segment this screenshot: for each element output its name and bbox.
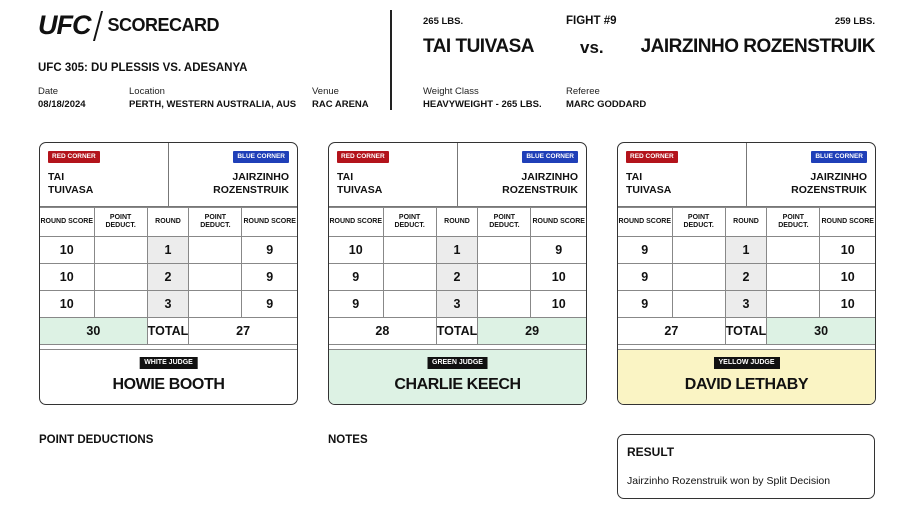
- header-round-score: ROUND SCORE: [531, 208, 586, 237]
- header-round-score: ROUND SCORE: [329, 208, 383, 237]
- judge-name: CHARLIE KEECH: [394, 376, 521, 393]
- judge-badge: WHITE JUDGE: [139, 357, 198, 369]
- notes-title: NOTES: [328, 434, 368, 446]
- blue-round-score: 10: [820, 264, 875, 291]
- header-point-deduct: POINT DEDUCT.: [767, 208, 820, 237]
- red-round-score: 9: [329, 264, 383, 291]
- round-number: 3: [436, 291, 478, 318]
- location-value: PERTH, WESTERN AUSTRALIA, AUS: [129, 99, 297, 110]
- total-label: TOTAL: [147, 318, 189, 345]
- red-corner-name: [626, 171, 671, 197]
- versus-text: vs.: [580, 38, 604, 57]
- red-first-name: TAI: [337, 171, 354, 183]
- corner-header: [618, 143, 875, 207]
- blue-round-score: 10: [531, 291, 586, 318]
- red-point-deduct: [672, 264, 725, 291]
- red-corner-badge: RED CORNER: [48, 151, 100, 163]
- red-round-score: 9: [329, 291, 383, 318]
- blue-last-name: ROZENSTRUIK: [502, 184, 578, 196]
- blue-point-deduct: [189, 291, 242, 318]
- red-point-deduct: [383, 264, 436, 291]
- blue-round-score: 9: [242, 264, 297, 291]
- total-row: [40, 318, 297, 345]
- blue-total: 30: [767, 318, 875, 345]
- table-row: [329, 291, 586, 318]
- red-point-deduct: [672, 237, 725, 264]
- result-box: [617, 434, 875, 499]
- corner-header: [40, 143, 297, 207]
- blue-point-deduct: [478, 237, 531, 264]
- header-point-deduct: POINT DEDUCT.: [478, 208, 531, 237]
- table-row: [329, 237, 586, 264]
- blue-point-deduct: [478, 291, 531, 318]
- blue-point-deduct: [189, 264, 242, 291]
- round-number: 1: [725, 237, 767, 264]
- blue-total: 29: [478, 318, 586, 345]
- header-divider: [390, 10, 392, 110]
- result-title: RESULT: [627, 445, 675, 459]
- round-number: 3: [725, 291, 767, 318]
- blue-corner-badge: BLUE CORNER: [233, 151, 289, 163]
- red-fighter-name: TAI TUIVASA: [423, 36, 534, 57]
- judge-name: DAVID LETHABY: [684, 376, 809, 393]
- round-number: 2: [436, 264, 478, 291]
- red-corner-badge: RED CORNER: [626, 151, 678, 163]
- blue-point-deduct: [767, 237, 820, 264]
- point-deductions-title: POINT DEDUCTIONS: [39, 434, 154, 446]
- table-row: [40, 291, 297, 318]
- red-round-score: 9: [618, 264, 672, 291]
- header-point-deduct: POINT DEDUCT.: [383, 208, 436, 237]
- total-row: [618, 318, 875, 345]
- event-name: UFC 305: DU PLESSIS VS. ADESANYA: [38, 62, 248, 74]
- red-point-deduct: [94, 237, 147, 264]
- blue-corner-badge: BLUE CORNER: [811, 151, 867, 163]
- red-last-name: TUIVASA: [626, 184, 672, 196]
- header-point-deduct: POINT DEDUCT.: [94, 208, 147, 237]
- red-point-deduct: [672, 291, 725, 318]
- round-number: 1: [147, 237, 189, 264]
- blue-last-name: ROZENSTRUIK: [213, 184, 289, 196]
- ufc-logo: [38, 10, 219, 41]
- red-point-deduct: [383, 237, 436, 264]
- corner-divider: [168, 143, 169, 207]
- blue-first-name: JAIRZINHO: [232, 171, 289, 183]
- date-value: 08/18/2024: [38, 99, 86, 110]
- blue-round-score: 10: [820, 237, 875, 264]
- score-table: [618, 207, 875, 345]
- red-round-score: 10: [40, 237, 94, 264]
- judge-area: [40, 349, 297, 405]
- blue-corner-badge: BLUE CORNER: [522, 151, 578, 163]
- blue-round-score: 10: [531, 264, 586, 291]
- red-corner-name: [48, 171, 93, 197]
- blue-point-deduct: [767, 264, 820, 291]
- total-label: TOTAL: [436, 318, 478, 345]
- referee-label: Referee: [566, 86, 600, 97]
- table-row: [618, 291, 875, 318]
- judge-badge: YELLOW JUDGE: [713, 357, 779, 369]
- blue-first-name: JAIRZINHO: [521, 171, 578, 183]
- total-label: TOTAL: [725, 318, 767, 345]
- referee-value: MARC GODDARD: [566, 99, 647, 110]
- table-row: [618, 264, 875, 291]
- red-total: 30: [40, 318, 147, 345]
- red-round-score: 9: [618, 291, 672, 318]
- score-table: [329, 207, 586, 345]
- blue-total: 27: [189, 318, 297, 345]
- logo-divider: [92, 11, 102, 41]
- result-text: Jairzinho Rozenstruik won by Split Decision: [627, 475, 831, 487]
- table-header: [618, 208, 875, 237]
- blue-corner-name: [213, 171, 289, 197]
- header-round-score: ROUND SCORE: [820, 208, 875, 237]
- blue-fighter-name: JAIRZINHO ROZENSTRUIK: [640, 36, 875, 57]
- blue-first-name: JAIRZINHO: [810, 171, 867, 183]
- table-row: [618, 237, 875, 264]
- red-point-deduct: [383, 291, 436, 318]
- table-header: [329, 208, 586, 237]
- red-first-name: TAI: [48, 171, 65, 183]
- table-row: [40, 264, 297, 291]
- header-round: ROUND: [436, 208, 478, 237]
- red-last-name: TUIVASA: [337, 184, 383, 196]
- header-round: ROUND: [725, 208, 767, 237]
- table-header: [40, 208, 297, 237]
- total-row: [329, 318, 586, 345]
- page-title: SCORECARD: [107, 15, 220, 35]
- venue-label: Venue: [312, 86, 339, 97]
- red-point-deduct: [94, 264, 147, 291]
- corner-divider: [457, 143, 458, 207]
- fight-number: FIGHT #9: [566, 15, 617, 27]
- judge-card-green: [328, 142, 587, 405]
- weight-class-value: HEAVYWEIGHT - 265 LBS.: [423, 99, 542, 110]
- table-row: [40, 237, 297, 264]
- red-first-name: TAI: [626, 171, 643, 183]
- header-round: ROUND: [147, 208, 189, 237]
- header-round-score: ROUND SCORE: [242, 208, 297, 237]
- round-number: 3: [147, 291, 189, 318]
- red-corner-badge: RED CORNER: [337, 151, 389, 163]
- header-round-score: ROUND SCORE: [40, 208, 94, 237]
- red-weight: 265 LBS.: [423, 16, 464, 27]
- blue-round-score: 9: [242, 237, 297, 264]
- header-point-deduct: POINT DEDUCT.: [672, 208, 725, 237]
- judge-card-white: [39, 142, 298, 405]
- location-label: Location: [129, 86, 165, 97]
- blue-point-deduct: [189, 237, 242, 264]
- red-total: 27: [618, 318, 725, 345]
- blue-point-deduct: [478, 264, 531, 291]
- date-label: Date: [38, 86, 59, 97]
- red-round-score: 9: [618, 237, 672, 264]
- red-corner-name: [337, 171, 382, 197]
- red-round-score: 10: [40, 291, 94, 318]
- judge-area: [618, 349, 875, 405]
- logo-text: UFC: [38, 10, 91, 40]
- round-number: 2: [147, 264, 189, 291]
- red-total: 28: [329, 318, 436, 345]
- judge-name: HOWIE BOOTH: [112, 376, 225, 393]
- red-last-name: TUIVASA: [48, 184, 94, 196]
- blue-corner-name: [791, 171, 867, 197]
- corner-header: [329, 143, 586, 207]
- blue-round-score: 10: [820, 291, 875, 318]
- corner-divider: [746, 143, 747, 207]
- blue-last-name: ROZENSTRUIK: [791, 184, 867, 196]
- red-point-deduct: [94, 291, 147, 318]
- table-row: [329, 264, 586, 291]
- header-point-deduct: POINT DEDUCT.: [189, 208, 242, 237]
- weight-class-label: Weight Class: [423, 86, 479, 97]
- blue-weight: 259 LBS.: [834, 16, 875, 27]
- header-round-score: ROUND SCORE: [618, 208, 672, 237]
- round-number: 1: [436, 237, 478, 264]
- score-table: [40, 207, 297, 345]
- blue-round-score: 9: [242, 291, 297, 318]
- red-round-score: 10: [329, 237, 383, 264]
- blue-corner-name: [502, 171, 578, 197]
- venue-value: RAC ARENA: [312, 99, 369, 110]
- judge-card-yellow: [617, 142, 876, 405]
- blue-point-deduct: [767, 291, 820, 318]
- blue-round-score: 9: [531, 237, 586, 264]
- judge-area: [329, 349, 586, 405]
- red-round-score: 10: [40, 264, 94, 291]
- round-number: 2: [725, 264, 767, 291]
- judge-badge: GREEN JUDGE: [427, 357, 488, 369]
